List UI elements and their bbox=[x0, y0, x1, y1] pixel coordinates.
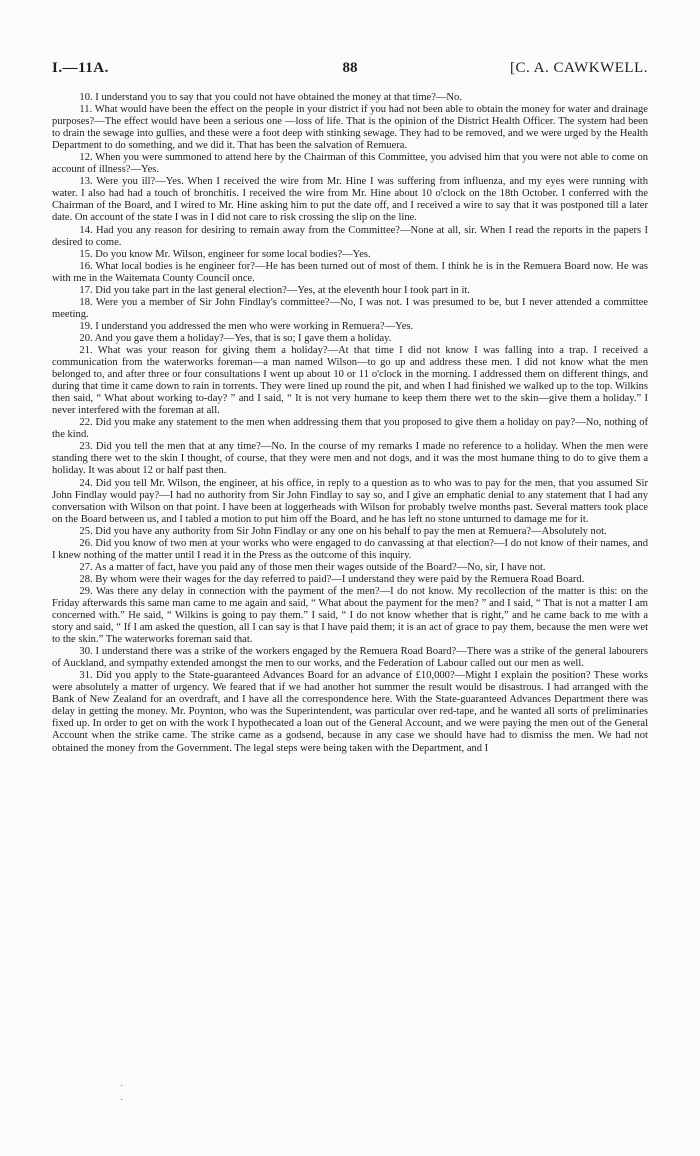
paragraph: 30. I understand there was a strike of the workers engaged by the Remuera Road Board?—There was a strike of the general labourers of Auckland, and sympathy extended amongst the men to our works, and the Federation of Labour called out our men as well. bbox=[52, 646, 648, 670]
page-body bbox=[52, 92, 648, 755]
paragraph: 27. As a matter of fact, have you paid any of those men their wages outside of the Board?—No, sir, I have not. bbox=[79, 561, 546, 573]
paragraph: 14. Had you any reason for desiring to remain away from the Committee?—None at all, sir. When I read the reports in the papers I desired to come. bbox=[52, 224, 648, 248]
paragraph: 11. What would have been the effect on the people in your district if you had not been able to obtain the money for water and drainage purposes?—The effect would have been a serious one —loss of life. That is the opinion of the District Health Officer. The system had been to drain the sewage into gullies, and these were a foot deep with stinking sewage. They had to be removed, and we were urged by the Health Department to do something, and we did it. That has been the salvation of Remuera. bbox=[52, 104, 648, 152]
paragraph: 13. Were you ill?—Yes. When I received the wire from Mr. Hine I was suffering from influenza, and my eyes were running with water. I also had had a touch of bronchitis. I received the wire from Mr. Hine about 10 o'clock on the 18th October. I conferred with the Chairman of the Board, and I wired to Mr. Hine asking him to put the date off, and I received a wire to say that it was postponed till a later date. On account of the state I was in I did not care to risk crossing the slip on the line. bbox=[52, 176, 648, 224]
paragraph: 12. When you were summoned to attend here by the Chairman of this Committee, you advised him that you were not able to come on account of illness?—Yes. bbox=[52, 152, 648, 176]
paragraph: 24. Did you tell Mr. Wilson, the engineer, at his office, in reply to a question as to who was to pay for the men, that you assumed Sir John Findlay would pay?—I had no authority from Sir John Findlay to say so, and I give an emphatic denial to any statement that I had any conversation with Wilson on that point. I have been at loggerheads with Wilson for probably twelve months past. Several matters took place on the Board between us, and I tabled a motion to put him off the Board, and he has left no stone unturned to damage me for it. bbox=[52, 477, 648, 525]
page-header bbox=[52, 60, 648, 80]
paragraph: 25. Did you have any authority from Sir John Findlay or any one on his behalf to pay the men at Remuera?—Absolutely not. bbox=[79, 525, 607, 537]
paper-reference: I.—11A. bbox=[52, 60, 109, 76]
paragraph: 22. Did you make any statement to the men when addressing them that you proposed to give them a holiday on pay?—No, nothing of the kind. bbox=[52, 417, 648, 441]
paragraph: 16. What local bodies is he engineer for?—He has been turned out of most of them. I think he is in the Remuera Board now. He was with me in the Waitemata County Council once. bbox=[52, 260, 648, 284]
paragraph: 20. And you gave them a holiday?—Yes, that is so; I gave them a holiday. bbox=[79, 332, 392, 344]
paragraph: 21. What was your reason for giving them a holiday?—At that time I did not know I was falling into a trap. I received a communication from the waterworks foreman—a man named Wilson—to go up and address these men. I did not know what the men belonged to, and after three or four consultations I went up about 10 or 11 o'clock in the morning. I addressed them on different things, and during that time it came down to rain in torrents. They were lined up round the pit, and when I had finished we walked up to the top. Wilkins then said, “ What about working to-day? ” and I said, “ It is not very humane to keep them there wet to the skin—give them a holiday.” I never interfered with the foreman at all. bbox=[52, 344, 648, 417]
paragraph: 19. I understand you addressed the men who were working in Remuera?—Yes. bbox=[79, 320, 414, 332]
paragraph: 26. Did you know of two men at your works who were engaged to do canvassing at that election?—I do not know of their names, and I knew nothing of the matter until I read it in the Press as the outcome of this inquiry. bbox=[52, 537, 648, 561]
paragraph: 28. By whom were their wages for the day referred to paid?—I understand they were paid by the Remuera Road Board. bbox=[79, 573, 585, 585]
witness-name: [C. A. CAWKWELL. bbox=[509, 60, 648, 76]
paragraph: 15. Do you know Mr. Wilson, engineer for some local bodies?—Yes. bbox=[79, 248, 371, 260]
paragraph: 23. Did you tell the men that at any time?—No. In the course of my remarks I made no reference to a holiday. When the men were standing there wet to the skin I thought, of course, that they were men and not dogs, and it was the most humane thing to do to give them a holiday. It was about 12 or half past then. bbox=[52, 441, 648, 477]
paragraph: 29. Was there any delay in connection with the payment of the men?—I do not know. My recollection of the matter is this: on the Friday afterwards this same man came to me again and said, “ What about the payment for the men? ” and I said, “ That is not a matter I am concerned with.” He said, “ Wilkins is going to pay them.” I said, “ I do not know whether that is right,” and he came back to me with a story and said, “ If I am asked the question, all I can say is that I have paid them; it is an act of grace to pay them, because the men were wet to the skin.” The waterworks foreman said that. bbox=[52, 585, 648, 646]
scan-speck-marks: · · bbox=[120, 1081, 124, 1106]
paragraph: 18. Were you a member of Sir John Findlay's committee?—No, I was not. I was presumed to be, but I never attended a committee meeting. bbox=[52, 296, 648, 320]
paragraph: 17. Did you take part in the last general election?—Yes, at the eleventh hour I took part in it. bbox=[79, 284, 470, 296]
paragraph: 10. I understand you to say that you could not have obtained the money at that time?—No. bbox=[79, 92, 462, 103]
page-number: 88 bbox=[342, 60, 358, 76]
paragraph: 31. Did you apply to the State-guaranteed Advances Board for an advance of £10,000?—Might I explain the position? These works were absolutely a matter of urgency. We feared that if we had another hot summer the result would be disastrous. I had arranged with the Bank of New Zealand for an overdraft, and I have all the correspondence here. With the State-guaranteed Advances Department there was delay in getting the money. Mr. Poynton, who was the Superintendent, was particular over red-tape, and he wanted all sorts of preliminaries fixed up. In order to get on with the work I hypothecated a loan out of the General Account, and we were paying the men out of the General Account when the strike came. The strike came as a godsend, because in any case we should have had to dismiss the men. We had not obtained the money from the Government. The legal steps were being taken with the Department, and I bbox=[52, 670, 648, 754]
